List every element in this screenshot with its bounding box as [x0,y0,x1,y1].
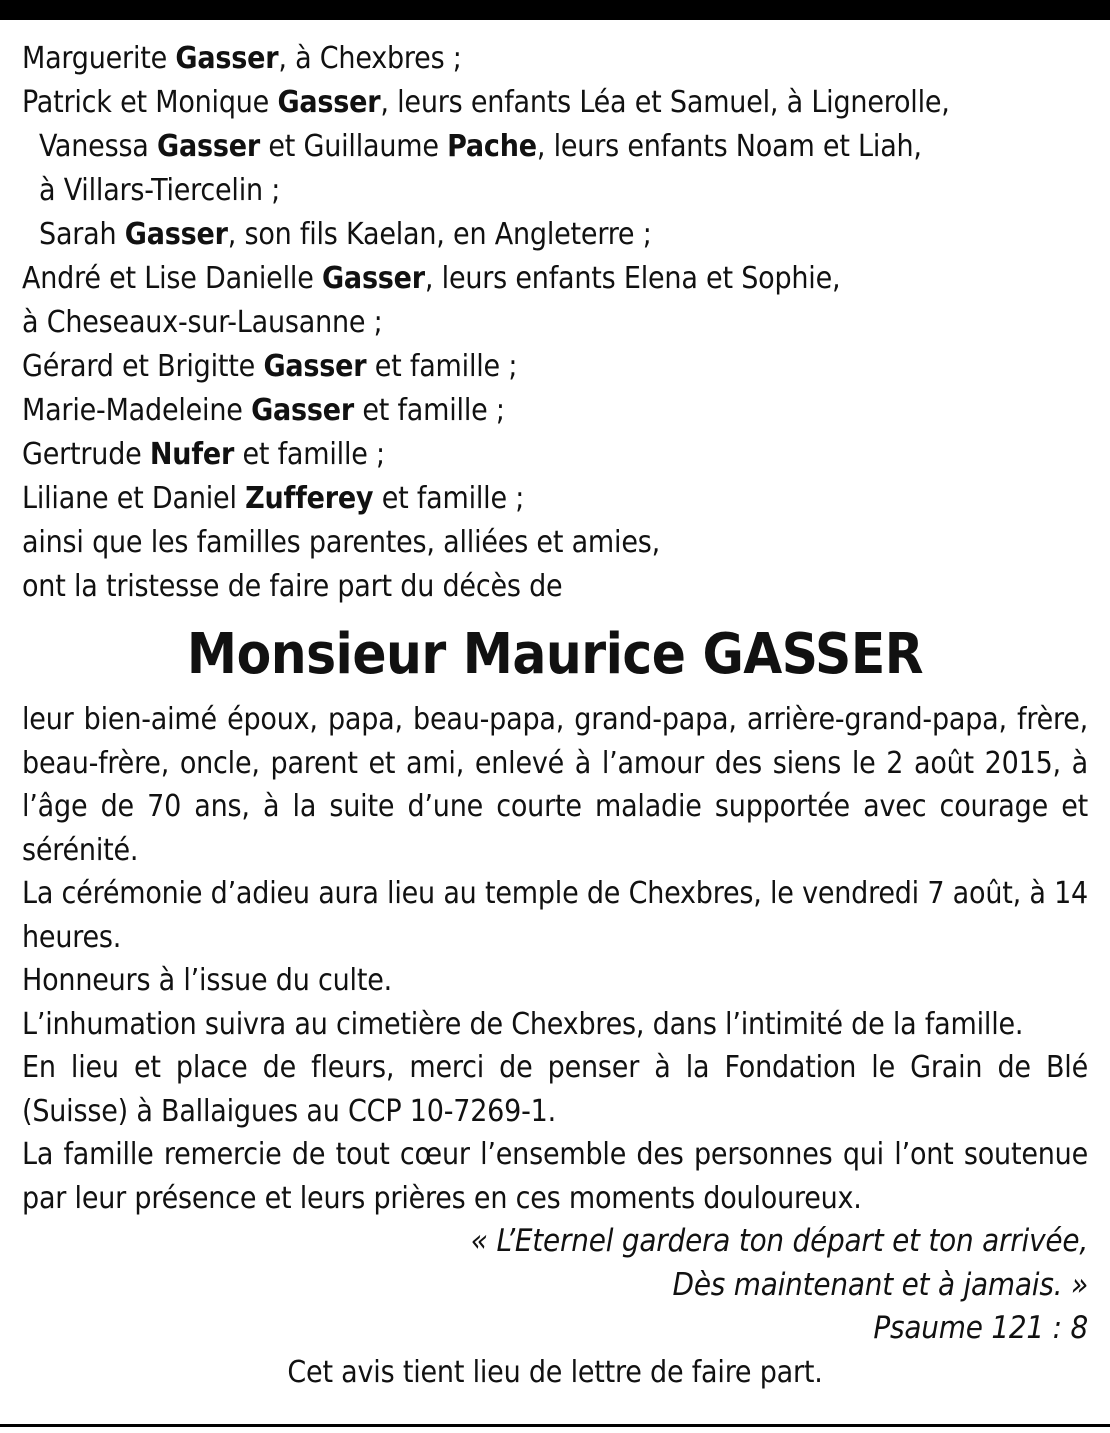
family-line: ainsi que les familles parentes, alliées et amies, [22,525,660,560]
surname: Pache [447,129,537,164]
family-line: Liliane et Daniel Zufferey et famille ; [22,481,525,516]
body-paragraph: Honneurs à l’issue du culte. [22,963,392,998]
family-line: à Villars-Tiercelin ; [39,173,281,208]
bible-quote-line: Dès maintenant et à jamais. » [672,1266,1088,1303]
surname: Gasser [175,41,279,76]
bible-quote-reference: Psaume 121 : 8 [873,1310,1088,1346]
surname: Gasser [157,129,260,164]
family-line: Marguerite Gasser, à Chexbres ; [22,41,462,76]
body-paragraph: En lieu et place de fleurs, merci de penser à la Fondation le Grain de Blé (Suisse) à Ballaigues au CCP 10-7269-1. [22,1050,1088,1129]
family-line: à Cheseaux-sur-Lausanne ; [22,305,383,340]
surname: Gasser [263,349,367,384]
deceased-name-heading: Monsieur Maurice GASSER [186,622,924,687]
surname: Gasser [124,217,228,252]
surname: Nufer [149,437,235,472]
surname: Zufferey [245,481,374,516]
surname: Gasser [321,261,425,296]
family-line: Gérard et Brigitte Gasser et famille ; [22,349,518,384]
announcement-line: ont la tristesse de faire part du décès de [22,569,563,604]
family-line: Patrick et Monique Gasser, leurs enfants Léa et Samuel, à Lignerolle, [22,85,950,120]
closing-note: Cet avis tient lieu de lettre de faire part. [287,1354,823,1390]
bible-quote-line: « L’Eternel gardera ton départ et ton arrivée, [470,1223,1088,1259]
surname: Gasser [277,85,381,120]
family-line: Gertrude Nufer et famille ; [22,437,385,472]
body-paragraph: La famille remercie de tout cœur l’ensemble des personnes qui l’ont soutenue par leur présence et leurs prières en ces moments douloureux. [22,1137,1088,1216]
body-paragraph: La cérémonie d’adieu aura lieu au temple de Chexbres, le vendredi 7 août, à 14 heures. [22,876,1088,955]
top-border-rule [0,0,1110,20]
body-paragraph: leur bien-aimé époux, papa, beau-papa, grand-papa, arrière-grand-papa, frère, beau-frère, oncle, parent et ami, enlevé à l’amour des siens le 2 août 2015, à l’âge de 70 ans, à la suite d’une courte maladie supportée avec courage et sérénité. [22,702,1088,868]
family-line: Marie-Madeleine Gasser et famille ; [22,393,505,428]
family-line: Sarah Gasser, son fils Kaelan, en Angleterre ; [39,217,652,252]
surname: Gasser [251,393,354,428]
family-line: André et Lise Danielle Gasser, leurs enfants Elena et Sophie, [22,261,841,296]
family-line: Vanessa Gasser et Guillaume Pache, leurs enfants Noam et Liah, [39,129,922,164]
death-notice [22,37,1088,1394]
bottom-border-rule [0,1424,1110,1427]
body-paragraph: L’inhumation suivra au cimetière de Chexbres, dans l’intimité de la famille. [22,1006,1024,1042]
